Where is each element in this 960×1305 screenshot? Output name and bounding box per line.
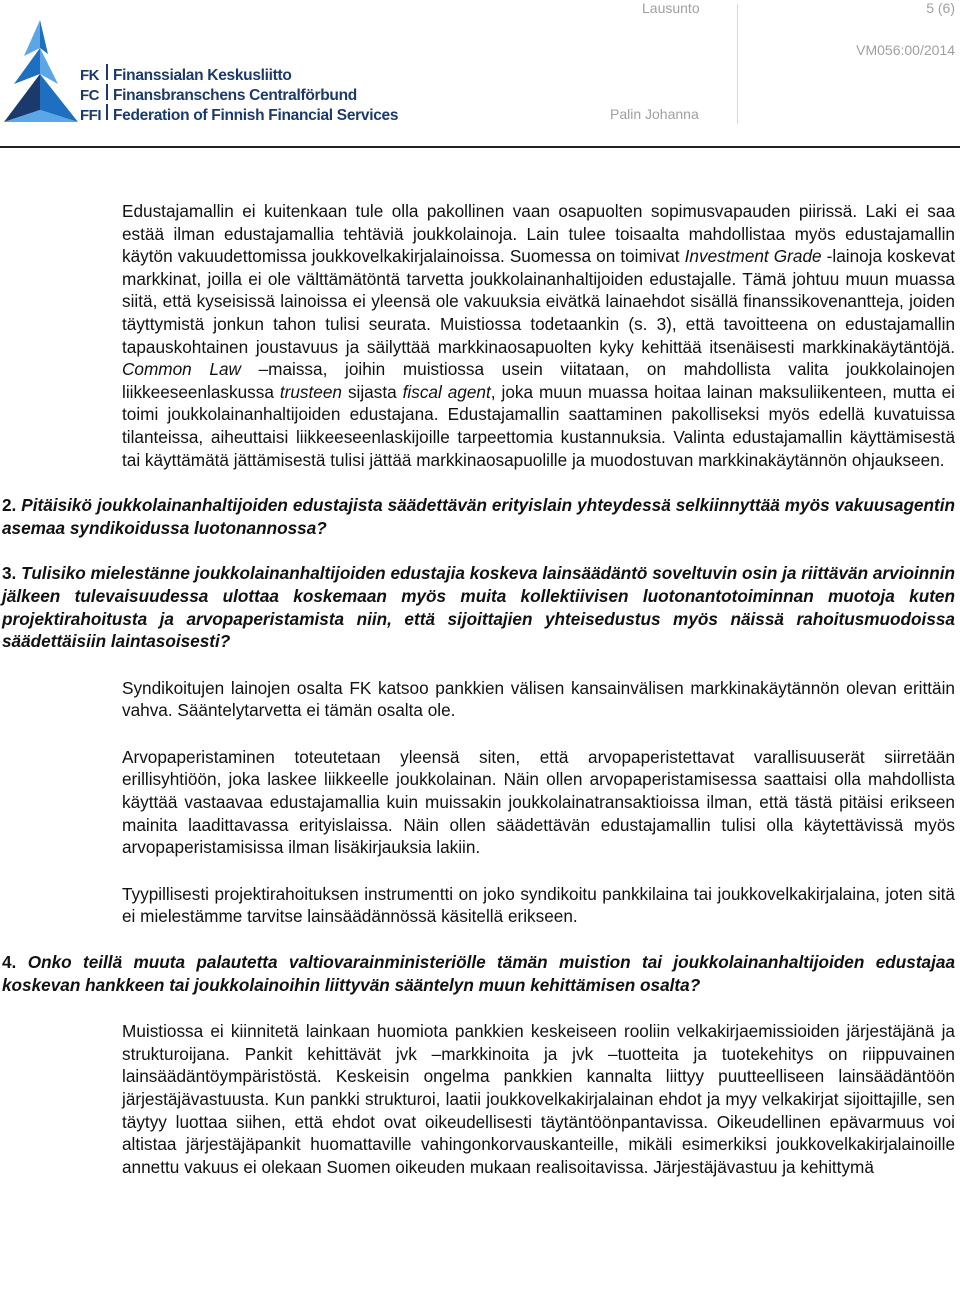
logo-wordmark: [80, 64, 400, 124]
paragraph-arvopaperistaminen: Arvopaperistaminen toteutetaan yleensä siten, että arvopaperistettavat varallisuuserät siirretään erillisyhtiöön, joka laskee liikkeelle joukkolainan. Näin ollen arvopaperistamisessa saattaisi olla mahdollista käyttää vastaavaa edustajamallia kuin muissakin joukkolainatransaktioissa ilman, että tästä pitäisi erikseen mainita laadittavassa erityislaissa. Näin ollen säädettävän edustajamallin tulisi olla käytettävissä myös arvopaperistamisissa ilman lisäkirjauksia lakiin.: [122, 746, 955, 858]
paragraph-edustajamalli: [122, 200, 955, 471]
logo-divider: [106, 104, 108, 120]
logo-line-fc: [80, 84, 400, 104]
page-header: [0, 0, 960, 150]
logo-divider: [106, 64, 108, 80]
text-run: -lainoja koskevat markkinat, joilla ei ole välttämätöntä tarvetta joukkolainanhaltijoiden edustajalle. Tämä johtuu muun muassa siitä, että kyseisissä lainoissa ei yleensä ole vakuuksia eivätkä lainaehdot sisällä finanssikovenantteja, joiden täyttymistä jonkun tahon tulisi seurata. Muistiossa todetaankin (s. 3), että tavoitteena on edustajamallin tapauskohtainen joustavuus ja säilyttää markkinaosapuolten kyky kehittää itsenäisesti markkinakäytäntöjä.: [122, 246, 955, 357]
paragraph-syndikoidut-lainat: Syndikoitujen lainojen osalta FK katsoo pankkien välisen kansainvälisen markkinakäytännön olevan erittäin vahva. Sääntelytarvetta ei tämän osalta ole.: [122, 677, 955, 721]
header-divider: [737, 4, 738, 124]
italic-term: fiscal agent: [402, 381, 491, 402]
reference-number: VM056:00/2014: [856, 42, 955, 58]
question-text: Onko teillä muuta palautetta valtiovarainministeriölle tämän muistion tai joukkolainanhaltijoiden edustajaa koskevan hankkeen tai joukkolainoihin liittyvän sääntelyn muun kehittämisen osalta?: [2, 952, 955, 995]
logo-abbr: FFI: [80, 107, 101, 124]
italic-term: Common Law: [122, 359, 241, 380]
page-indicator: 5 (6): [926, 0, 955, 16]
question-4: [2, 951, 955, 996]
paragraph-projektirahoitus: Tyypillisesti projektirahoituksen instrumentti on joko syndikoitu pankkilaina tai joukkovelkakirjalaina, joten sitä ei mielestämme tarvitse lainsäädännössä käsitellä erikseen.: [122, 883, 955, 927]
logo-name: Federation of Finnish Financial Services: [113, 107, 399, 124]
text-run: sijasta: [341, 381, 403, 402]
question-number: 2.: [2, 495, 17, 516]
italic-term: trusteen: [279, 381, 342, 402]
logo-name: Finansbranschens Centralförbund: [113, 87, 357, 104]
italic-term: Investment Grade: [684, 246, 822, 267]
question-number: 3.: [2, 563, 17, 584]
logo-abbr: FC: [80, 87, 99, 104]
logo-abbr: FK: [80, 67, 99, 84]
logo-line-fk: [80, 64, 400, 84]
logo-line-ffi: [80, 104, 400, 124]
logo-name: Finanssialan Keskusliitto: [113, 67, 292, 84]
author-name: Palin Johanna: [610, 106, 699, 122]
header-rule: [0, 146, 960, 148]
question-2: [2, 494, 955, 539]
logo-divider: [106, 84, 108, 100]
text-run: , joka muun muassa hoitaa lainan maksuliikenteen, mutta ei toimi joukkolainanhaltijoiden edustajana. Edustajamallin saattaminen pakolliseksi myös edellä kuvatuissa tilanteissa, aiheuttaisi liikkeeseenlaskijoille tarpeettomia kustannuksia. Valinta edustajamallin käyttämisestä tai käyttämätä jättämisestä tulisi jättää markkinaosapuolille ja muodostuvan markkinakäytännön ohjaukseen.: [122, 381, 955, 470]
text-run: –maissa, joihin muistiossa usein viitataan, on mahdollista valita joukkolainojen liikkeeseenlaskussa: [122, 359, 955, 402]
text-run: Edustajamallin ei kuitenkaan tule olla pakollinen vaan osapuolten sopimusvapauden piirissä. Laki ei saa estää ilman edustajamallia tehtäviä joukkolainoja. Lain tulee toisaalta mahdollistaa myös edustajamallin käytön vakuudettomissa joukkovelkakirjalainoissa. Suomessa on toimivat: [122, 201, 955, 267]
document-type: Lausunto: [642, 0, 700, 16]
question-3: [2, 562, 955, 652]
document-body: [0, 200, 960, 1178]
fk-logo-icon: [0, 18, 80, 126]
question-number: 4.: [2, 952, 17, 973]
paragraph-jarjestajavastuu: Muistiossa ei kiinnitetä lainkaan huomiota pankkien keskeiseen rooliin velkakirjaemissioiden järjestäjänä ja strukturoijana. Pankit kehittävät jvk –markkinoita ja jvk –tuotteita ja tuotekehitys on riippuvainen lainsäädäntöympäristöstä. Keskeisin ongelma pankkien kannalta liittyy puutteelliseen lainsäädäntöön järjestäjävastuusta. Kun pankki strukturoi, laatii joukkovelkakirjalainan ehdot ja myy velkakirjat sijoittajille, sen täytyy luottaa siihen, että ehdot ovat oikeudellisesti täytäntöönpantavissa. Oikeudellinen epävarmuus voi altistaa järjestäjäpankit huomattaville vahingonkorvauskanteille, mikäli esimerkiksi joukkovelkakirjalainoille annettu vakuus ei olekaan Suomen oikeuden mukaan realisoitavissa. Järjestäjävastuu ja kehittymä: [122, 1021, 955, 1177]
question-text: Pitäisikö joukkolainanhaltijoiden edustajista säädettävän erityislain yhteydessä selkiinnyttää myös vakuusagentin asemaa syndikoidussa luotonannossa?: [2, 495, 955, 538]
question-text: Tulisiko mielestänne joukkolainanhaltijoiden edustajia koskeva lainsäädäntö soveltuvin osin ja riittävän arvioinnin jälkeen tulevaisuudessa ulottaa koskemaan myös muita kollektiivisen luotonantotoiminnan muotoja kuten projektirahoitusta ja arvopaperistamista niin, että sijoittajien yhteisedustus myös näissä rahoitusmuodoissa säädettäisiin laintasoisesti?: [2, 563, 955, 652]
